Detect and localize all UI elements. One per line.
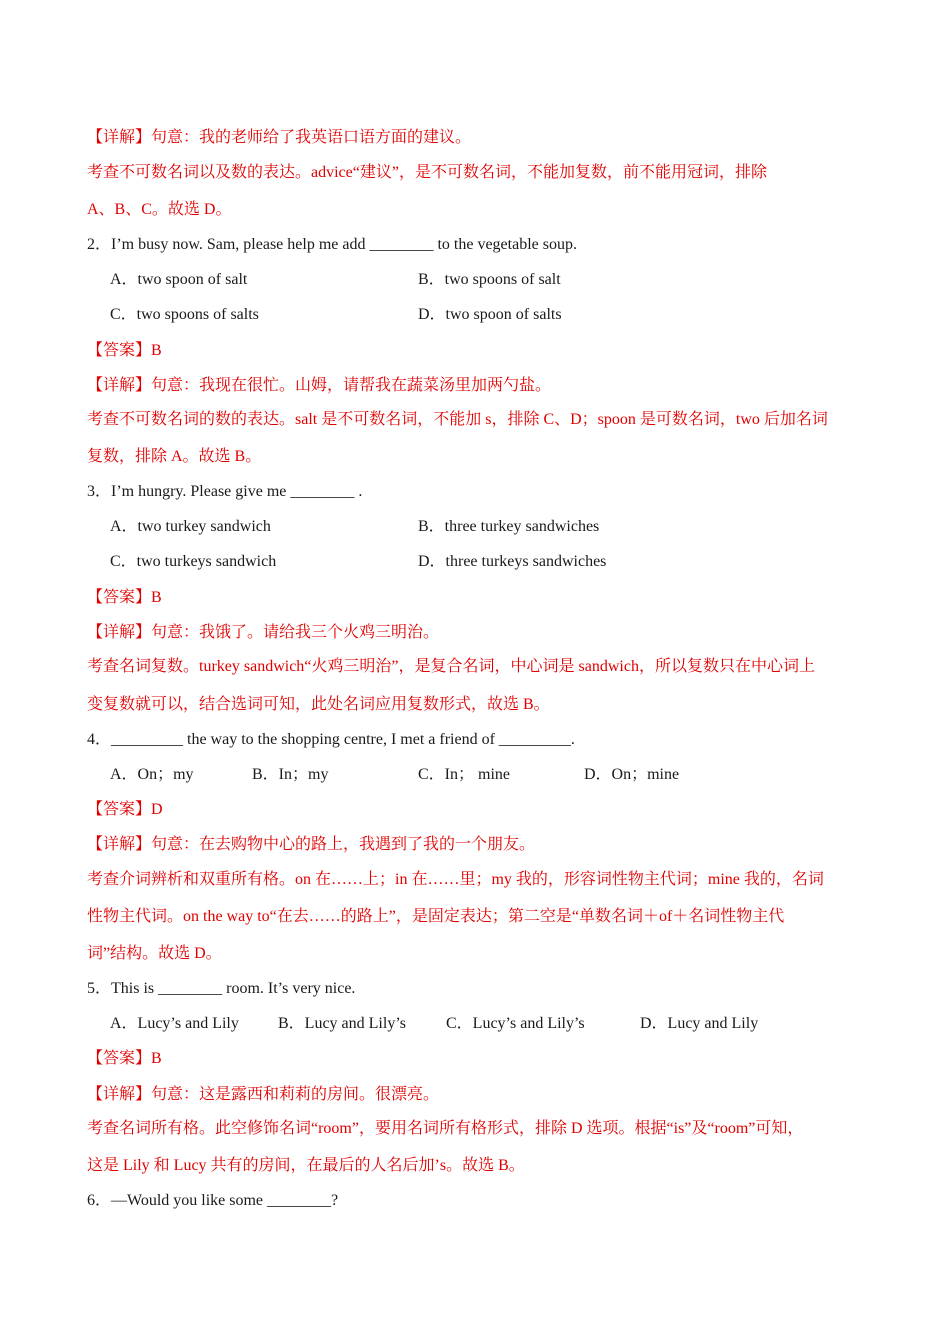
q4-option-b: B．In；my xyxy=(252,766,329,783)
q6-stem: 6．—Would you like some ________? xyxy=(87,1192,339,1209)
q5-option-b: B．Lucy and Lily’s xyxy=(278,1015,406,1032)
q4-option-d: D．On；mine xyxy=(584,766,680,783)
q1-detail: 【详解】句意：我的老师给了我英语口语方面的建议。 xyxy=(87,129,472,146)
q5-option-a: A．Lucy’s and Lily xyxy=(110,1015,239,1032)
q5-analysis-line-2: 这是 Lily 和 Lucy 共有的房间，在最后的人名后加’s。故选 B。 xyxy=(87,1157,525,1174)
q3-analysis-line-1: 考查名词复数。turkey sandwich“火鸡三明治”，是复合名词，中心词是 sandwich，所以复数只在中心词上 xyxy=(87,658,815,675)
q2-detail: 【详解】句意：我现在很忙。山姆，请帮我在蔬菜汤里加两勺盐。 xyxy=(87,377,552,394)
q2-option-d: D．two spoon of salts xyxy=(418,306,562,323)
q3-stem: 3．I’m hungry. Please give me ________ . xyxy=(87,483,363,500)
q2-analysis-line-2: 复数，排除 A。故选 B。 xyxy=(87,448,262,465)
q3-answer: 【答案】B xyxy=(87,589,162,606)
q5-answer: 【答案】B xyxy=(87,1050,162,1067)
q3-option-c: C．two turkeys sandwich xyxy=(110,553,277,570)
q4-analysis-line-2: 性物主代词。on the way to“在去……的路上”，是固定表达；第二空是“单数名词＋of＋名词性物主代 xyxy=(87,908,785,925)
q5-option-d: D．Lucy and Lily xyxy=(640,1015,759,1032)
q3-option-a: A．two turkey sandwich xyxy=(110,518,271,535)
q5-analysis-line-1: 考查名词所有格。此空修饰名词“room”，要用名词所有格形式，排除 D 选项。根据“is”及“room”可知， xyxy=(87,1120,804,1137)
q3-detail: 【详解】句意：我饿了。请给我三个火鸡三明治。 xyxy=(87,624,440,641)
q5-option-c: C．Lucy’s and Lily’s xyxy=(446,1015,585,1032)
q4-option-c: C．In； mine xyxy=(418,766,510,783)
q5-stem: 5．This is ________ room. It’s very nice. xyxy=(87,980,356,997)
q1-analysis-line-2: A、B、C。故选 D。 xyxy=(87,201,232,218)
q4-answer: 【答案】D xyxy=(87,801,163,818)
q2-option-c: C．two spoons of salts xyxy=(110,306,259,323)
q4-stem: 4．_________ the way to the shopping centre, I met a friend of _________. xyxy=(87,731,575,748)
q2-analysis-line-1: 考查不可数名词的数的表达。salt 是不可数名词，不能加 s，排除 C、D；spoon 是可数名词，two 后加名词 xyxy=(87,411,828,428)
q4-analysis-line-3: 词”结构。故选 D。 xyxy=(87,945,222,962)
q3-analysis-line-2: 变复数就可以，结合选词可知，此处名词应用复数形式，故选 B。 xyxy=(87,696,550,713)
q5-detail: 【详解】句意：这是露西和莉莉的房间。很漂亮。 xyxy=(87,1086,440,1103)
q4-option-a: A．On；my xyxy=(110,766,194,783)
q2-stem: 2．I’m busy now. Sam, please help me add ________ to the vegetable soup. xyxy=(87,236,577,253)
q2-option-b: B．two spoons of salt xyxy=(418,271,561,288)
q1-analysis-line-1: 考查不可数名词以及数的表达。advice“建议”，是不可数名词，不能加复数，前不能用冠词，排除 xyxy=(87,164,767,181)
q3-option-b: B．three turkey sandwiches xyxy=(418,518,600,535)
q3-option-d: D．three turkeys sandwiches xyxy=(418,553,607,570)
q4-detail: 【详解】句意：在去购物中心的路上，我遇到了我的一个朋友。 xyxy=(87,836,536,853)
q4-analysis-line-1: 考查介词辨析和双重所有格。on 在……上；in 在……里；my 我的，形容词性物主代词；mine 我的，名词 xyxy=(87,871,824,888)
q2-answer: 【答案】B xyxy=(87,342,162,359)
q2-option-a: A．two spoon of salt xyxy=(110,271,248,288)
